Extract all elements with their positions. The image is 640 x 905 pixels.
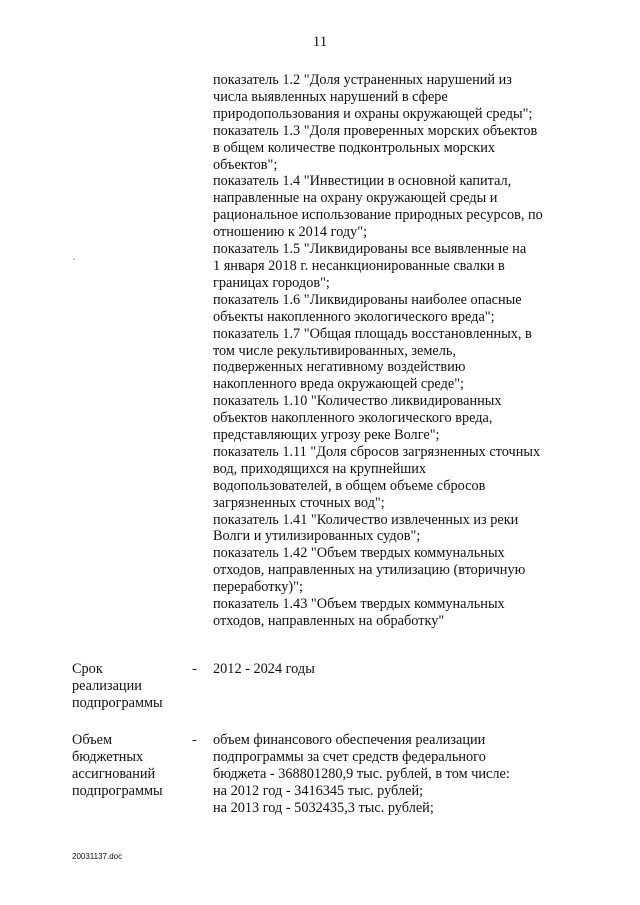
indicator-line: водопользователей, в общем объеме сбросов [213, 477, 486, 494]
indicator-line: показатель 1.6 "Ликвидированы наиболее опасные [213, 291, 522, 308]
indicator-line: вод, приходящихся на крупнейших [213, 460, 427, 477]
indicator-line: показатель 1.2 "Доля устраненных нарушений из [213, 72, 512, 88]
term-dash: - [192, 661, 197, 677]
indicator-line: показатель 1.7 "Общая площадь восстановленных, в [213, 325, 532, 342]
indicator-line: границах городов"; [213, 274, 330, 291]
indicator-line: показатель 1.3 "Доля проверенных морских объектов [213, 122, 538, 139]
indicator-line: показатель 1.10 "Количество ликвидированных [213, 393, 502, 410]
term-label [72, 661, 182, 712]
budget-label-line: ассигнований [72, 766, 156, 782]
budget-label-line: подпрограммы [72, 783, 163, 799]
indicator-line: представляющих угрозу реке Волге"; [213, 427, 440, 444]
indicator-line: показатель 1.11 "Доля сбросов загрязненных сточных [213, 443, 541, 460]
budget-value [213, 732, 573, 817]
term-label-line: реализации [72, 678, 142, 694]
budget-label [72, 732, 182, 800]
indicators-list [213, 72, 573, 630]
indicator-line: показатель 1.5 "Ликвидированы все выявленные на [213, 241, 527, 258]
footer-filename: 20031137.doc [72, 852, 123, 861]
indicator-line: отходов, направленных на утилизацию (вторичную [213, 562, 526, 579]
budget-value-line: подпрограммы за счет средств федерального [213, 749, 486, 765]
budget-value-line: объем финансового обеспечения реализации [213, 732, 486, 748]
indicator-line: накопленного вреда окружающей среде"; [213, 376, 465, 393]
indicator-line: загрязненных сточных вод"; [213, 494, 385, 511]
indicator-line: отходов, направленных на обработку" [213, 613, 445, 629]
indicator-line: показатель 1.41 "Количество извлеченных из реки [213, 511, 519, 528]
budget-dash: - [192, 732, 197, 748]
indicator-line: показатель 1.4 "Инвестиции в основной капитал, [213, 173, 512, 190]
indicator-line: рациональное использование природных ресурсов, по [213, 207, 543, 224]
indicator-line: отношению к 2014 году"; [213, 224, 368, 241]
indicator-line: в общем количестве подконтрольных морских [213, 139, 496, 156]
budget-value-line: бюджета - 368801280,9 тыс. рублей, в том числе: [213, 766, 510, 782]
budget-value-line: на 2012 год - 3416345 тыс. рублей; [213, 783, 424, 799]
budget-value-line: на 2013 год - 5032435,3 тыс. рублей; [213, 800, 434, 816]
budget-label-line: бюджетных [72, 749, 144, 765]
indicator-line: переработку)"; [213, 579, 303, 596]
term-value [213, 661, 573, 678]
indicator-line: показатель 1.42 "Объем твердых коммунальных [213, 545, 505, 562]
page-number: 11 [312, 34, 328, 50]
budget-label-line: Объем [72, 732, 113, 748]
term-label-line: подпрограммы [72, 695, 163, 711]
indicator-line: объектов"; [213, 156, 278, 173]
indicator-line: том числе рекультивированных, земель, [213, 342, 456, 359]
margin-speck [73, 258, 75, 260]
term-label-line: Срок [72, 661, 103, 677]
indicator-line: объекты накопленного экологического вреда"; [213, 308, 495, 325]
term-value-line: 2012 - 2024 годы [213, 661, 315, 677]
indicator-line: подверженных негативному воздействию [213, 359, 466, 376]
indicator-line: показатель 1.43 "Объем твердых коммунальных [213, 596, 505, 613]
indicator-line: Волги и утилизированных судов"; [213, 528, 421, 545]
indicator-line: природопользования и охраны окружающей среды"; [213, 105, 533, 122]
indicator-line: числа выявленных нарушений в сфере [213, 88, 448, 105]
indicator-line: направленные на охрану окружающей среды и [213, 190, 498, 207]
indicator-line: объектов накопленного экологического вреда, [213, 410, 493, 427]
indicator-line: 1 января 2018 г. несанкционированные свалки в [213, 257, 505, 274]
